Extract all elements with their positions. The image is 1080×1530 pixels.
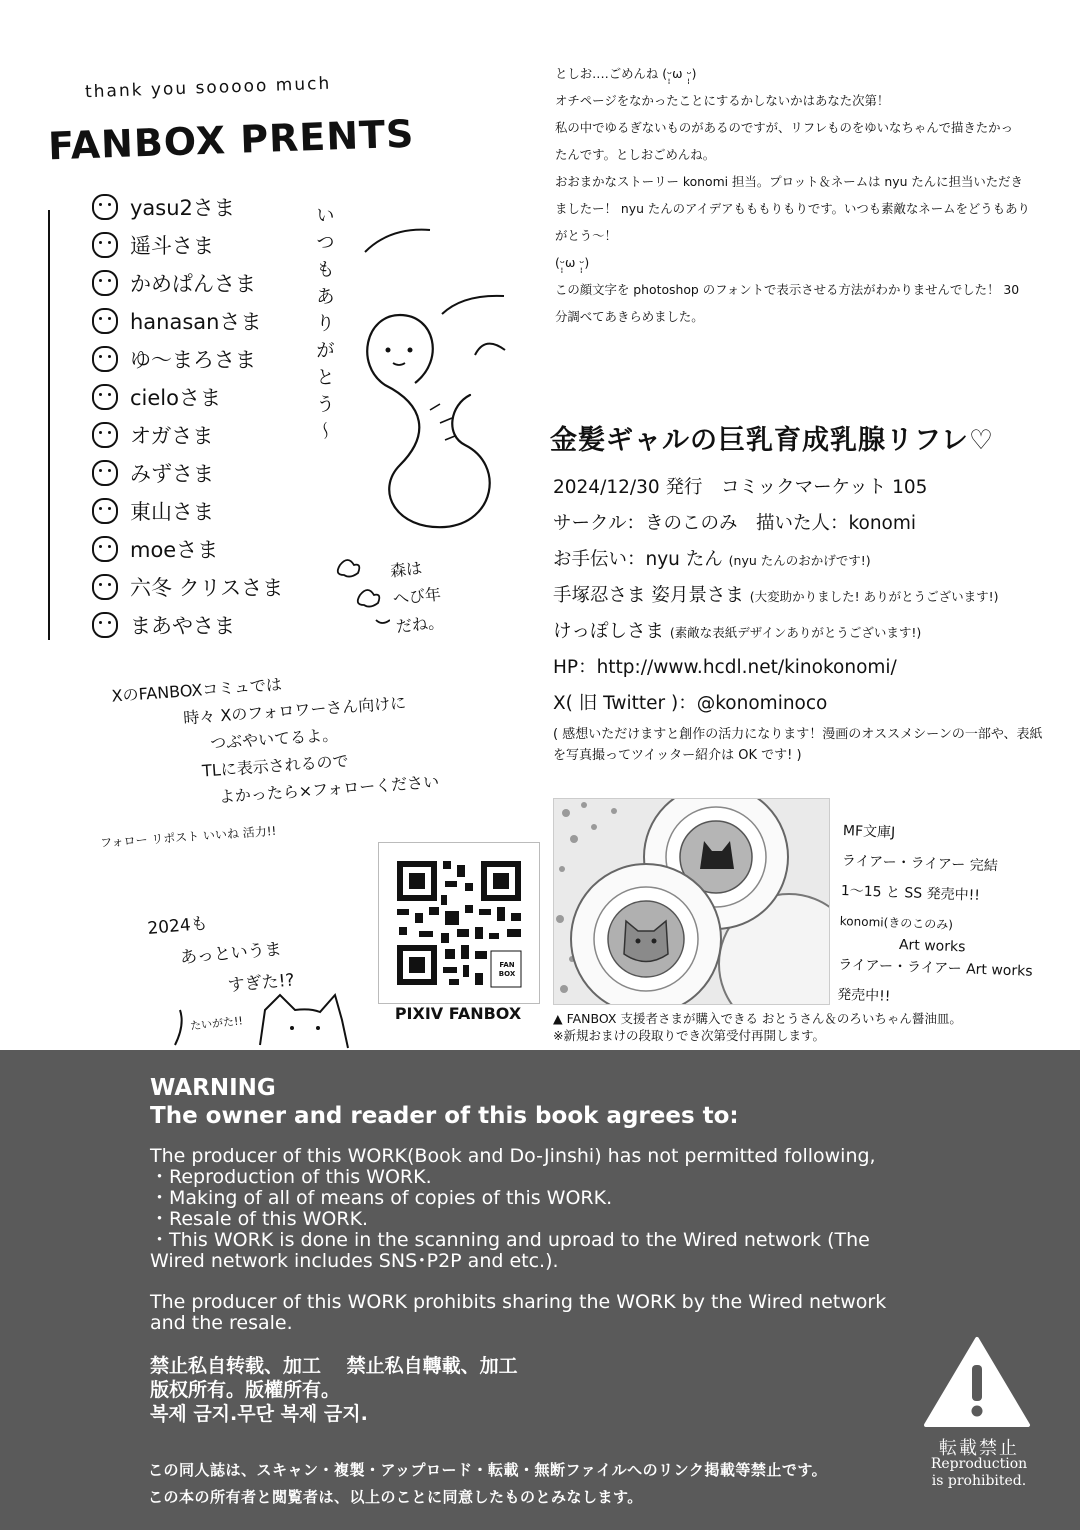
face-icon [92,270,118,296]
publish-date: 2024/12/30 発行 コミックマーケット 105 [553,477,928,498]
cover-design-thanks: けっぽしさま (素敵な表紙デザインありがとうございます!) [553,621,922,642]
face-icon [92,536,118,562]
face-icon [92,384,118,410]
supporters-divider [48,210,50,640]
colophon [553,470,1053,766]
warning-triangle-icon [922,1335,1032,1430]
bird-doodle [438,290,508,320]
pixiv-fanbox-label: PIXIV FANBOX [394,1004,522,1023]
supporter-item: オガさま [92,416,332,454]
face-icon [92,308,118,334]
bird-doodle [360,222,435,262]
reproduction-prohibited-label: Reproduction is prohibited. [930,1456,1028,1489]
fanbox-badge: FAN BOX [498,961,516,978]
supporter-item: ゆ〜まろさま [92,340,332,378]
warning-heading: WARNING [150,1075,276,1101]
reprint-prohibited-label: 転載禁止 [939,1438,1019,1459]
supporter-item: まあやさま [92,606,332,644]
face-icon [92,498,118,524]
afterword: としお‥‥ごめんね (ᵕ̩̩ω ᵕ̩̩) オチページをなかったことにするかしないかはあなた次第！ 私の中でゆるぎないものがあるのですが、リフレものをゆいなちゃんで描きたかっ たんです。としおごめんね。 おおまかなストーリー konomi 担当。プロット＆ネームは nyu たんに担当いただき ましたー！ nyu たんのアイデアもももりもりです。いつも素敵なネームをどうもあり がとう〜！ (ᵕ̩̩ω ᵕ̩̩) この顔文字を photoshop のフォントで表示させる方法がわかりませんでした！ 30 分調べてあきらめました。 [555,66,1030,324]
homepage-link[interactable]: HP：http://www.hcdl.net/kinokonomi/ [553,657,897,678]
fanbox-presents-title: FANBOX PRENTS [47,111,416,169]
fanbox-qr-code[interactable] [378,842,540,1004]
supporter-item: hanasanさま [92,302,332,340]
supporter-item: moeさま [92,530,332,568]
face-icon [92,194,118,220]
jp-agreement-line: この本の所有者と閲覧者は、以上のことに同意したものとみなします。 [148,1488,643,1506]
face-icon [92,612,118,638]
face-icon [92,346,118,372]
cat-caption: たいがた!! [189,1014,244,1033]
face-icon [92,574,118,600]
warning-subheading: The owner and reader of this book agrees to: [150,1103,739,1129]
warning-text: WARNING The owner and reader of this book agrees to: The producer of this WORK(Book and Do-Jinshi) has not permitted following, ・Reproduction of this WORK. ・Making of all of means of copies of this WORK. ・Resale of this WORK. ・This WORK is done in the scanning and uproad to the Wired network (The Wired network includes SNS･P2P and etc.). The producer of this WORK prohibits sharing the WORK by the Wired network and the resale. 禁止私自转载、加工 禁止私自轉載、加工 版权所有。版權所有。 복제 금지.무단 복제 금지. [150,1074,930,1426]
snake-doodle [355,295,525,545]
face-icon [92,460,118,486]
x-fanbox-note: XのFANBOXコミュでは 時々 Xのフォロワーさん向けに つぶやいてるよ。 TLに表示されるので よかったら×フォローください [111,674,440,807]
qr-code-icon [379,843,539,1003]
book-title: 金髪ギャルの巨乳育成乳腺リフレ♡ [550,425,995,456]
supporter-item: かめぱんさま [92,264,332,302]
special-thanks: 手塚忍さま 姿月景さま (大変助かりました! ありがとうございます!) [553,585,999,606]
face-icon [92,422,118,448]
year-note: 2024も あっというま すぎた!? [146,913,296,997]
jp-prohibition-line: この同人誌は、スキャン・複製・アップロード・転載・無断ファイルへのリンク掲載等禁止です。 [148,1461,828,1479]
follow-note: フォロー リポスト いいね 活力!! [99,823,277,851]
plates-image [554,799,829,1004]
supporter-item: cieloさま [92,378,332,416]
supporter-item: 東山さま [92,492,332,530]
supporter-item: 遥斗さま [92,226,332,264]
face-icon [92,232,118,258]
supporter-item: 六冬 クリスさま [92,568,332,606]
flower-doodle [330,555,390,635]
twitter-handle[interactable]: X( 旧 Twitter )：@konominoco [553,693,828,714]
supporter-item: yasu2さま [92,188,332,226]
feedback-note: ( 感想いただけますと創作の活力になります！漫画のオススメシーンの一部や、表紙を写真撮ってツイッター紹介は OK です! ) [553,727,1043,763]
photo-caption: ▲ FANBOX 支援者さまが購入できる おとうさん＆のろいちゃん醤油皿。 ※新規おまけの段取りでき次第受付再開します。 [553,1011,962,1043]
goods-notes: MF文庫J ライアー・ライアー 完結 1〜15 と SS 発売中!! konomi(きのこのみ) Art works ライアー・ライアー Art works 発売中!! [836,823,1033,1005]
supporter-list [92,188,332,644]
vertical-thanks-message: いつもありがとう〜 [313,205,335,448]
helper-credit: お手伝い：nyu たん (nyu たんのおかげです!) [553,549,871,570]
thanks-note: thank you sooooo much [84,73,332,103]
supporter-item: みずさま [92,454,332,492]
snow-note: 森は へび年 だね。 [389,558,445,637]
soy-sauce-plates-photo [553,798,830,1005]
circle-info: サークル：きのこのみ 描いた人：konomi [553,513,917,534]
